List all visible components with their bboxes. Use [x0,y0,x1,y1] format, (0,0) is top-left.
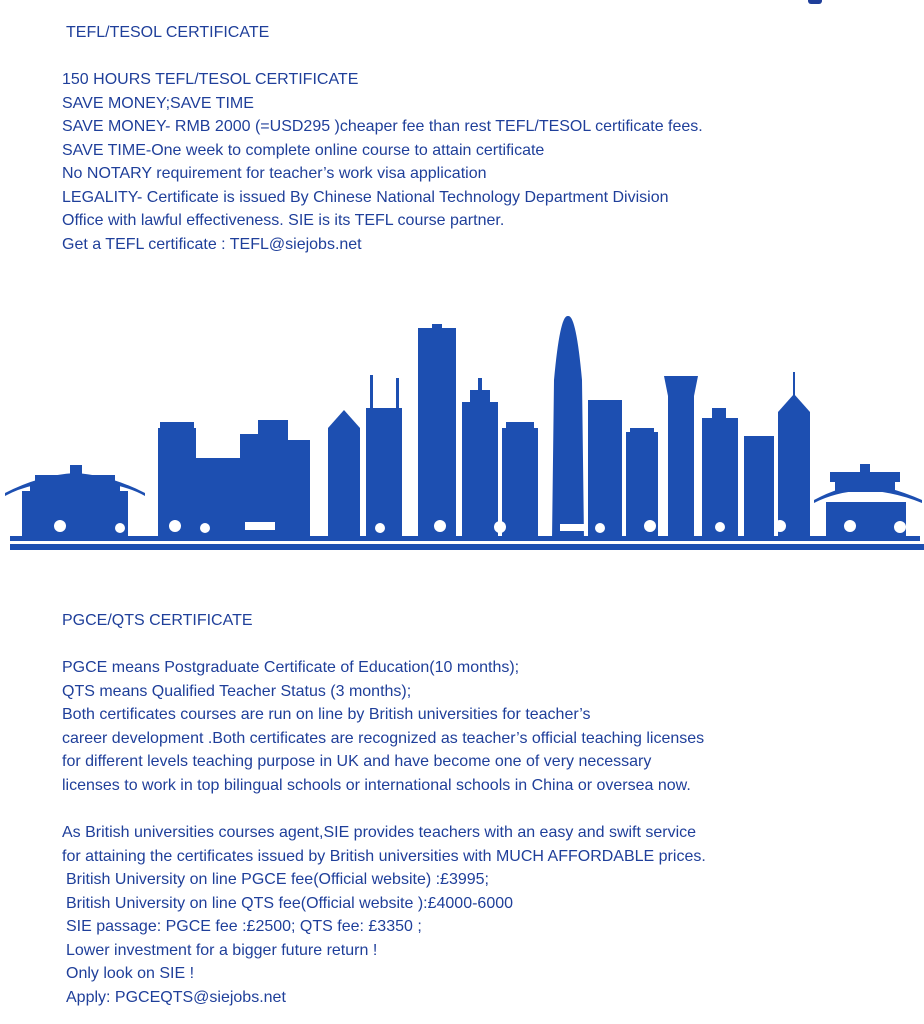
pgce-line: PGCE means Postgraduate Certificate of Education(10 months); [62,659,520,676]
city-skyline-illustration [0,300,924,560]
tefl-line: SAVE TIME-One week to complete online course to attain certificate [62,142,545,159]
pgce-detail: British University on line QTS fee(Official website ):£4000-6000 [66,895,514,912]
decorative-mark [808,0,822,4]
tefl-line: LEGALITY- Certificate is issued By Chinese National Technology Department Division [62,189,669,206]
pgce-line: licenses to work in top bilingual schools or international schools in China or oversea now. [62,777,691,794]
pgce-heading: PGCE/QTS CERTIFICATE [62,612,253,629]
tefl-heading: TEFL/TESOL CERTIFICATE [66,24,270,41]
pgce-detail: Only look on SIE ! [66,965,195,982]
pgce-detail: Lower investment for a bigger future return ! [66,942,378,959]
pgce-line: for different levels teaching purpose in UK and have become one of very necessary [62,753,652,770]
pgce-detail: SIE passage: PGCE fee :£2500; QTS fee: £3350 ; [66,918,422,935]
tefl-line: Office with lawful effectiveness. SIE is its TEFL course partner. [62,212,505,229]
pgce-line: QTS means Qualified Teacher Status (3 months); [62,683,412,700]
tefl-line: SAVE MONEY- RMB 2000 (=USD295 )cheaper fee than rest TEFL/TESOL certificate fees. [62,118,703,135]
tefl-contact: Get a TEFL certificate : TEFL@siejobs.net [62,236,362,253]
pgce-line: for attaining the certificates issued by British universities with MUCH AFFORDABLE prices. [62,848,706,865]
pgce-line: Both certificates courses are run on line by British universities for teacher’s [62,706,591,723]
tefl-line: SAVE MONEY;SAVE TIME [62,95,254,112]
pgce-contact: Apply: PGCEQTS@siejobs.net [66,989,286,1006]
pgce-detail: British University on line PGCE fee(Official website) :£3995; [66,871,489,888]
tefl-line: 150 HOURS TEFL/TESOL CERTIFICATE [62,71,359,88]
tefl-line: No NOTARY requirement for teacher’s work visa application [62,165,487,182]
pgce-line: As British universities courses agent,SIE provides teachers with an easy and swift service [62,824,697,841]
pgce-line: career development .Both certificates are recognized as teacher’s official teaching licenses [62,730,705,747]
